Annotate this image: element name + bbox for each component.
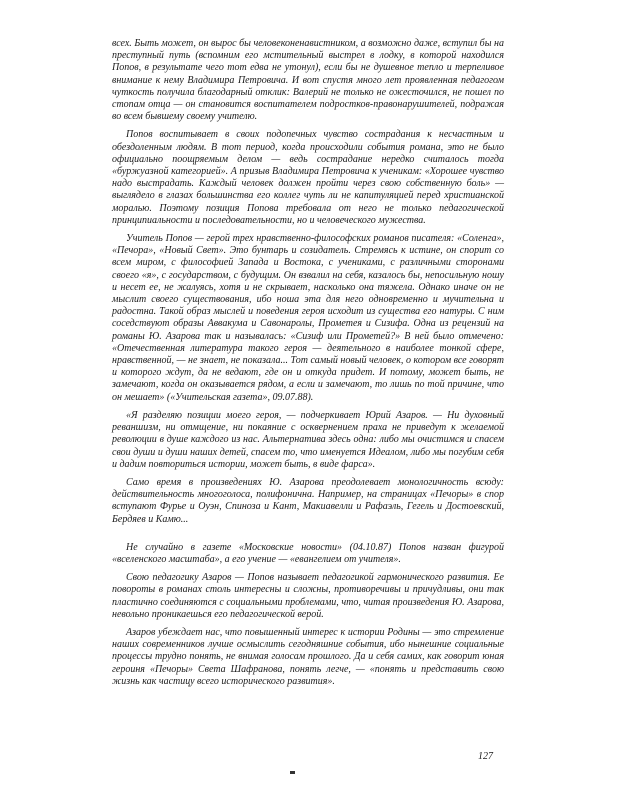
print-mark bbox=[290, 771, 295, 774]
paragraph-3: Учитель Попов — герой трех нравственно-философских романов писателя: «Соленга», «Печора», «Новый Свет». Это бунтарь и созидатель. Стремясь к истине, он спорит со всем миром, с философией Запада и Востока, с учениками, с различными сторонами своего «я», с государством, с будущим. Он взвалил на себя, казалось бы, непосильную ношу и несет ее, не жалуясь, хотя и не скрывает, насколько она тяжела. Однако иначе он не мыслит своего существования, ибо ноша эта для него одновременно и мучительна и радостна. Такой образ мыслей и поведения героя исходит из существа его натуры. С ним соседствуют образы Аввакума и Савонаролы, Прометея и Сизифа. Одна из рецензий на романы Ю. Азарова так и называлась: «Сизиф или Прометей?» В ней было отмечено: «Отечественная литература такого героя — деятельного в наиболее тонкой сфере, нравственной, — не знает, не показала... Тот самый новый человек, о котором все говорят и которого ждут, да не ведают, где он и откуда придет. И потому, может быть, не замечают, когда он оказывается рядом, а если и замечают, то лишь по той причине, что он мешает» («Учительская газета», 09.07.88). bbox=[112, 233, 504, 403]
paragraph-1: всех. Быть может, он вырос бы человеконенавистником, а возможно даже, вступил бы на преступный путь (вспомним его мстительный выстрел в лодку, в которой находился Попов, в результате чего тот едва не утонул), если бы не душевное тепло и терпеливое внимание к нему Владимира Петровича. И вот спустя много лет проявленная педагогом чуткость получила благодарный отклик: Валерий не только не ожесточился, не пошел по стопам отца — он становится воспитателем подростков-правонарушителей, подражая во всем бывшему своему учителю. bbox=[112, 38, 504, 123]
paragraph-5: Само время в произведениях Ю. Азарова преодолевает монологичность всюду: действительность многоголоса, полифонична. Например, на страницах «Печоры» в спор вступают Фурье и Оуэн, Спиноза и Кант, Макиавелли и Рафаэль, Гегель и Достоевский, Бердяев и Камю... bbox=[112, 476, 504, 525]
section-gap bbox=[112, 532, 504, 542]
paragraph-6: Не случайно в газете «Московские новости» (04.10.87) Попов назван фигурой «вселенского масштаба», а его учение — «евангелием от учителя». bbox=[112, 541, 504, 565]
page-number: 127 bbox=[478, 751, 493, 762]
paragraph-7: Свою педагогику Азаров — Попов называет педагогикой гармонического развития. Ее повороты в романах столь интересны и сложны, противоречивы и причудливы, они так пластично соединяются с социальными проблемами, что, читая произведения Ю. Азарова, невольно проникаешься его педагогической верой. bbox=[112, 572, 504, 620]
paragraph-4: «Я разделяю позиции моего героя, — подчеркивает Юрий Азаров. — Ни духовный реваншизм, ни отмщение, ни покаяние с осквернением праха не приведут к желаемой революции в душе каждого из нас. Альтернатива здесь одна: либо мы очистимся и спасем свои души и души наших детей, спасем то, что именуется Идеалом, либо мы погубим себя и дадим повториться истории, может быть, в виде фарса». bbox=[112, 409, 504, 470]
page-body bbox=[112, 38, 504, 694]
paragraph-8: Азаров убеждает нас, что повышенный интерес к истории Родины — это стремление наших современников лучше осмыслить сегодняшние события, ибо нынешние социальные процессы трудно понять, не внимая голосам прошлого. Да и себя самих, как говорит юная героиня «Печоры» Света Шафранова, понять легче, — «понять и представить свою жизнь как частицу всего исторического развития». bbox=[112, 626, 504, 687]
paragraph-2: Попов воспитывает в своих подопечных чувство сострадания к несчастным и обездоленным людям. В тот период, когда происходили события романа, это не было официально поощряемым делом — ведь сострадание нередко считалось тогда «буржуазной категорией». А призыв Владимира Петровича к ученикам: «Хорошее чувство надо выстрадать. Каждый человек должен пройти через свою собственную боль» — выглядело в глазах большинства его коллег чуть ли не капитуляцией перед христианской моралью. Поэтому позиция Попова требовала от него не только педагогической принципиальности и последовательности, но и человеческого мужества. bbox=[112, 129, 504, 226]
